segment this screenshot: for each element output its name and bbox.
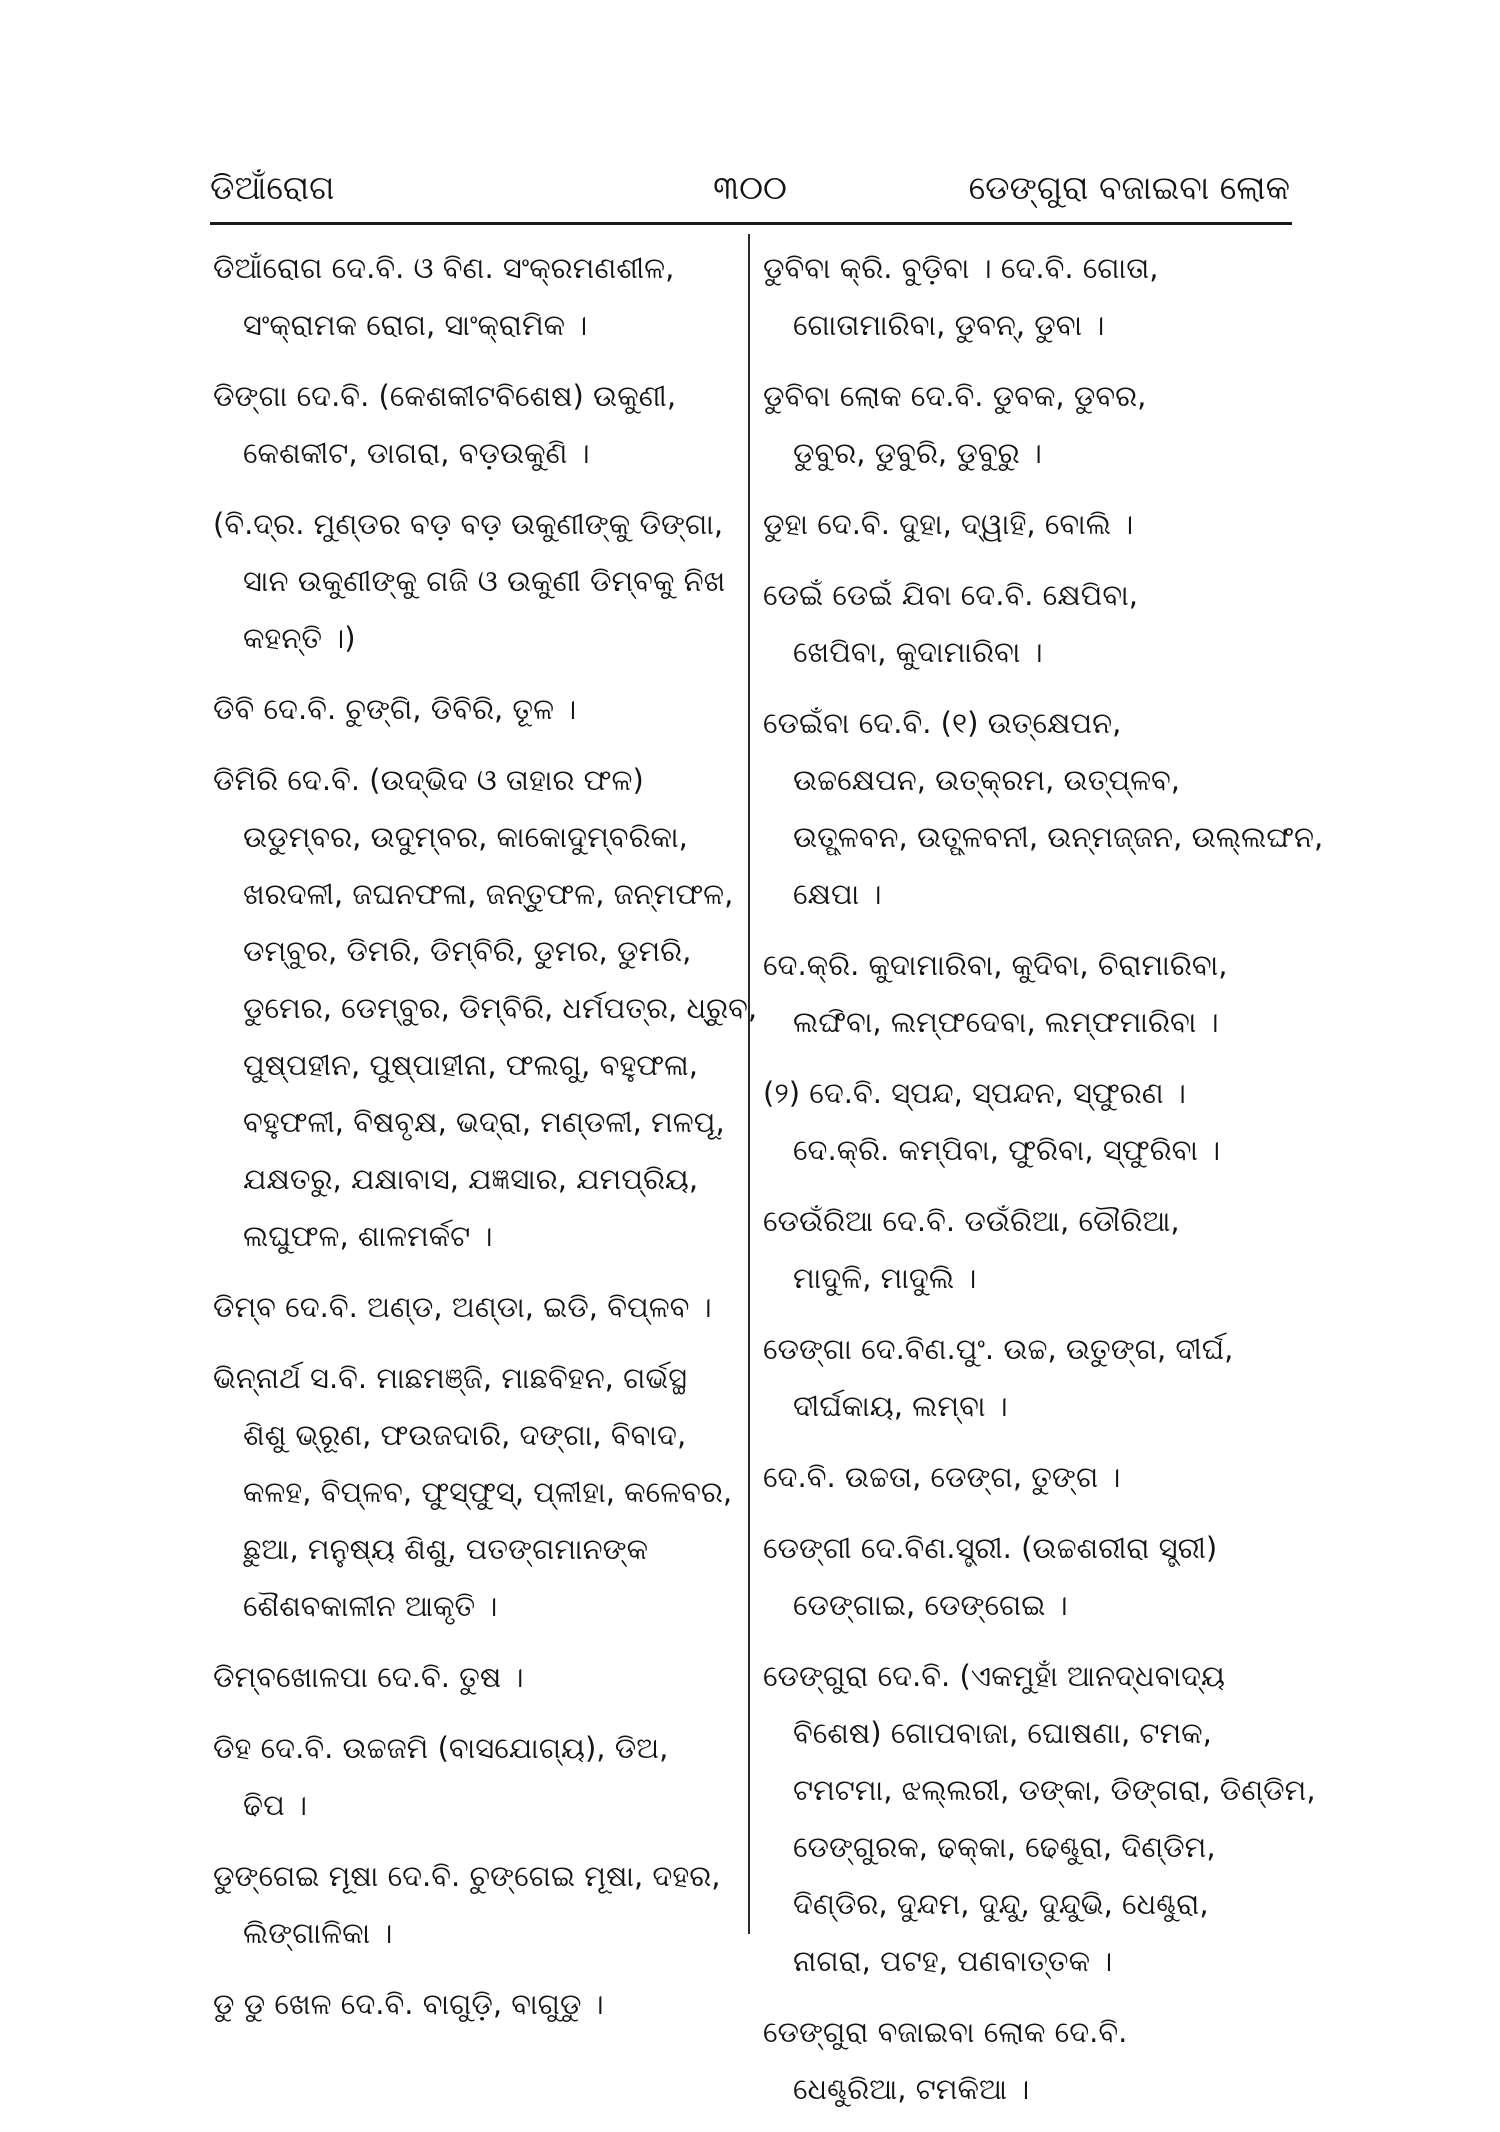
entry-line: (ବି.ଦ୍ର. ମୁଣ୍ଡର ବଡ଼ ବଡ଼ ଉକୁଣୀଙ୍କୁ ଡିଙ୍ଗା,	[213, 507, 724, 541]
entry-line: ଡେଇଁ ଡେଇଁ ଯିବା ଦେ.ବି. କ୍ଷେପିବା,	[763, 578, 1138, 612]
entry-line: ଡୁଙ୍ଗେଇ ମୂଷା ଦେ.ବି. ଚୁଙ୍ଗେଇ ମୂଷା, ଦହର,	[213, 1859, 721, 1893]
dictionary-entry	[213, 1976, 733, 2033]
entry-line: ଦୀର୍ଘକାୟ, ଲମ୍ବା ।	[793, 1389, 1008, 1423]
entry-line: ଦିଣ୍ଡିର, ଦୁନ୍ଦମ, ଦୁନ୍ଦୁ, ଦୁନ୍ଦୁଭି, ଧେଣ୍ଢୁରା,	[793, 1887, 1209, 1921]
entry-line: ଡୁବୁର, ଡୁବୁରି, ଡୁବୁରୁ ।	[793, 436, 1042, 470]
dictionary-entry	[763, 1520, 1283, 1634]
entry-line: ଡେଙ୍ଗୁରା ବଜାଇବା ଲୋକ ଦେ.ବି.	[763, 2015, 1128, 2049]
dictionary-entry	[763, 937, 1283, 1051]
entry-line: ଡେଉଁରିଆ ଦେ.ବି. ଡଉଁରିଆ, ଡୌରିଆ,	[763, 1204, 1180, 1238]
dictionary-entry	[213, 240, 733, 354]
column-divider	[748, 234, 750, 1934]
entry-line: ଲଙ୍ଘିବା, ଲମ୍ଫଦେବା, ଲମ୍ଫମାରିବା ।	[793, 1005, 1219, 1039]
entry-line: ଦେ.କ୍ରି. କୁଦାମାରିବା, କୁଦିବା, ଚିରାମାରିବା,	[763, 948, 1228, 982]
left-column	[213, 240, 758, 2047]
dictionary-entry	[763, 1321, 1283, 1435]
entry-line: ସାନ ଉକୁଣୀଙ୍କୁ ଗଜି ଓ ଉକୁଣୀ ଡିମ୍ବକୁ ନିଖ	[243, 564, 726, 598]
entry-line: (୨) ଦେ.ବି. ସ୍ପନ୍ଦ, ସ୍ପନ୍ଦନ, ସ୍ଫୁରଣ ।	[763, 1076, 1186, 1110]
entry-line: କଳହ, ବିପ୍ଳବ, ଫୁସ୍‌ଫୁସ୍, ପ୍ଳୀହା, କଳେବର,	[243, 1475, 733, 1509]
entry-line: ଡେଇଁବା ଦେ.ବି. (୧) ଉତ୍‌କ୍ଷେପନ,	[763, 706, 1122, 740]
dictionary-entry	[763, 1449, 1283, 1506]
dictionary-entry	[763, 2004, 1283, 2118]
entry-line: ଖେପିବା, କୁଦାମାରିବା ।	[793, 635, 1043, 669]
entry-line: ଉଡୁମ୍ବର, ଉଦୁମ୍ବର, କାକୋଦୁମ୍ବରିକା,	[243, 820, 688, 854]
entry-line: ଢିପ ।	[243, 1788, 308, 1822]
entry-line: ଡୁମେର, ଡେମ୍ବୁର, ଡିମ୍ବିରି, ଧର୍ମପତ୍ର, ଧ୍ରୁବ,	[243, 991, 758, 1025]
entry-line: ଡେଙ୍ଗୁରକ, ଢକ୍କା, ଢେଣ୍ଢୁରା, ଦିଣ୍ଡିମ,	[793, 1830, 1216, 1864]
dictionary-entry	[763, 368, 1283, 482]
header-last-headword: ଡେଙ୍ଗୁରା ବଜାଇବା ଲୋକ	[968, 168, 1290, 207]
entry-line: ବିଶେଷ) ଗୋପବାଜା, ଘୋଷଣା, ଟମକ,	[793, 1716, 1212, 1750]
dictionary-entry	[213, 1279, 733, 1336]
dictionary-entry	[763, 695, 1324, 923]
entry-line: ଖରଦଳୀ, ଜଘନଫଳା, ଜନ୍ତୁଫଳ, ଜନ୍ମଫଳ,	[243, 877, 734, 911]
dictionary-entry	[763, 1648, 1316, 1990]
dictionary-entry	[213, 1350, 733, 1635]
entry-line: ଡିବି ଦେ.ବି. ଚୁଙ୍ଗି, ଡିବିରି, ତୂଳ ।	[213, 692, 577, 726]
entry-line: ଡୁବିବା କ୍ରି. ବୁଡ଼ିବା । ଦେ.ବି. ଗୋତା,	[763, 251, 1159, 285]
entry-line: ଡିଆଁରୋଗ ଦେ.ବି. ଓ ବିଣ. ସଂକ୍ରମଣଶୀଳ,	[213, 251, 675, 285]
entry-line: ଡମ୍ବୁର, ଡିମରି, ଡିମ୍ବିରି, ଡୁମର, ଡୁମରି,	[243, 934, 692, 968]
dictionary-entry	[213, 496, 733, 667]
entry-line: ଭିନ୍ନାର୍ଥ ସ.ବି. ମାଛମଞ୍ଜି, ମାଛବିହନ, ଗର୍ଭସ୍ଥ	[213, 1361, 687, 1395]
entry-line: ଦେ.କ୍ରି. କମ୍ପିବା, ଫୁରିବା, ସ୍ଫୁରିବା ।	[793, 1133, 1221, 1167]
dictionary-entry	[213, 681, 733, 738]
entry-line: ଦେ.ବି. ଉଚ୍ଚତା, ଡେଙ୍ଗ, ତୁଙ୍ଗ ।	[763, 1460, 1121, 1494]
dictionary-entry	[213, 752, 758, 1265]
entry-line: ବହୁଫଳୀ, ବିଷବୃକ୍ଷ, ଭଦ୍ରା, ମଣ୍ଡଳୀ, ମଳପୂ,	[243, 1105, 725, 1139]
entry-line: କେଶକୀଟ, ଡାଗରା, ବଡ଼ଉକୁଣି ।	[243, 436, 590, 470]
entry-line: ଡେଙ୍ଗାଇ, ଡେଙ୍ଗେଇ ।	[793, 1588, 1068, 1622]
entry-line: ଛୁଆ, ମନୁଷ୍ୟ ଶିଶୁ, ପତଙ୍ଗମାନଙ୍କ	[243, 1532, 649, 1566]
entry-line: ଡେଙ୍ଗୀ ଦେ.ବିଣ.ସ୍ତ୍ରୀ. (ଉଚ୍ଚଶରୀରା ସ୍ତ୍ରୀ)	[763, 1531, 1218, 1565]
dictionary-entry	[213, 1848, 733, 1962]
entry-line: ଡେଙ୍ଗା ଦେ.ବିଣ.ପୁଂ. ଉଚ୍ଚ, ଉତୁଙ୍ଗ, ଦୀର୍ଘ,	[763, 1332, 1234, 1366]
dictionary-entry	[763, 496, 1283, 553]
page-header	[210, 158, 1290, 218]
entry-line: ଡିଙ୍ଗା ଦେ.ବି. (କେଶକୀଟବିଶେଷ) ଉକୁଣୀ,	[213, 379, 677, 413]
entry-line: ସଂକ୍ରାମକ ରୋଗ, ସାଂକ୍ରାମିକ ।	[243, 308, 588, 342]
dictionary-entry	[213, 368, 733, 482]
entry-line: କ୍ଷେପା ।	[793, 877, 882, 911]
entry-line: ଉଚ୍ଚକ୍ଷେପନ, ଉତ୍‌କ୍ରମ, ଉତ୍‌ପ୍ଳବ,	[793, 763, 1181, 797]
entry-line: ଗୋତାମାରିବା, ଡୁବନ୍, ଡୁବା ।	[793, 308, 1105, 342]
entry-line: ଯକ୍ଷତରୁ, ଯକ୍ଷାବାସ, ଯଜ୍ଞସାର, ଯମପ୍ରିୟ,	[243, 1162, 699, 1196]
entry-line: ଡୁହା ଦେ.ବି. ଦୁହା, ଦ୍ୱାହି, ବୋଲି ।	[763, 507, 1134, 541]
entry-line: ଡିମିରି ଦେ.ବି. (ଉଦ୍ଭିଦ ଓ ତାହାର ଫଳ)	[213, 763, 644, 797]
entry-line: ଶିଶୁ ଭ୍ରୂଣ, ଫଉଜଦାରି, ଦଙ୍ଗା, ବିବାଦ,	[243, 1418, 687, 1452]
entry-line: ପୁଷ୍ପହୀନ, ପୁଷ୍ପାହୀନା, ଫଲଗୁ, ବହୁଫଳା,	[243, 1048, 698, 1082]
entry-line: ଡେଙ୍ଗୁରା ଦେ.ବି. (ଏକମୁହାଁ ଆନଦ୍ଧବାଦ୍ୟ	[763, 1659, 1225, 1693]
entry-line: ଟମଟମା, ଝଲ୍ଲରୀ, ଡଙ୍କା, ଡିଙ୍ଗରା, ଡିଣ୍ଡିମ,	[793, 1773, 1316, 1807]
entry-line: ଡିମ୍ବ ଦେ.ବି. ଅଣ୍ଡ, ଅଣ୍ଡା, ଇଡି, ବିପ୍ଳବ ।	[213, 1290, 712, 1324]
entry-line: ଧେଣ୍ଢୁରିଆ, ଟମକିଆ ।	[793, 2072, 1030, 2106]
dictionary-entry	[213, 1649, 733, 1706]
entry-line: ଲିଙ୍ଗାଳିକା ।	[243, 1916, 393, 1950]
entry-line: ଲଘୁଫଳ, ଶାଳମର୍କଟ ।	[243, 1219, 493, 1253]
entry-line: କହନ୍ତି ।)	[243, 621, 356, 655]
entry-line: ଡିହ ଦେ.ବି. ଉଚ୍ଚଜମି (ବାସଯୋଗ୍ୟ), ଡିଅ,	[213, 1731, 669, 1765]
entry-line: ଡିମ୍ବଖୋଳପା ଦେ.ବି. ତୁଷ ।	[213, 1660, 524, 1694]
header-first-headword: ଡିଆଁରୋଗ	[210, 168, 335, 207]
entry-line: ନାଗରା, ପଟହ, ପଣବାତ୍ତକ ।	[793, 1944, 1113, 1978]
dictionary-entry	[763, 1065, 1283, 1179]
entry-line: ଡୁ ଡୁ ଖେଳ ଦେ.ବି. ବାଗୁଡ଼ି, ବାଗୁଡୁ ।	[213, 1987, 604, 2021]
dictionary-entry	[763, 567, 1283, 681]
entry-line: ଡୁବିବା ଲୋକ ଦେ.ବି. ଡୁବକ, ଡୁବର,	[763, 379, 1147, 413]
header-rule	[210, 222, 1292, 225]
dictionary-entry	[763, 1193, 1283, 1307]
right-column	[763, 240, 1324, 2132]
dictionary-entry	[763, 240, 1283, 354]
entry-line: ଶୈଶବକାଳୀନ ଆକୃତି ।	[243, 1589, 498, 1623]
entry-line: ମାଦୁଳି, ମାଦୁଲି ।	[793, 1261, 977, 1295]
entry-line: ଉତ୍ପ୍ଳବନ, ଉତ୍ପ୍ଳବନୀ, ଉନ୍ମଜ୍ଜନ, ଉଲ୍ଲଙ୍ଘନ,	[793, 820, 1324, 854]
page-number: ୩୦୦	[713, 168, 787, 207]
dictionary-entry	[213, 1720, 733, 1834]
